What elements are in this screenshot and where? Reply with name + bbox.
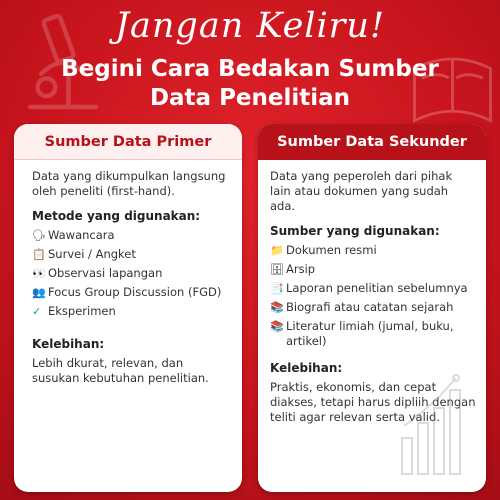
list-item (32, 304, 232, 319)
list-item-label: Focus Group Discussion (FGD) (48, 285, 222, 299)
primer-advantages-text: Lebih dkurat, relevan, dan susukan kebutuhan penelitian. (32, 356, 209, 385)
primer-card-body (14, 160, 242, 386)
archive-icon: 🗄 (270, 263, 284, 276)
main-title (0, 55, 500, 113)
check-mark-icon: ✓ (32, 305, 42, 318)
list-item-label: Biografi atau catatan sejarah (286, 300, 454, 314)
clipboard-icon: 📋 (32, 248, 46, 261)
primer-advantages-title: Kelebihan: (32, 337, 105, 351)
list-item-label: Observasi lapangan (48, 266, 163, 280)
sekunder-advantages-text: Praktis, ekonomis, dan cepat diakses, tetapi harus dipliih dengan teliti agar relevan serta valid. (270, 380, 476, 424)
list-item (32, 266, 232, 281)
books-icon: 📚 (270, 301, 284, 314)
people-icon: 👥 (32, 286, 46, 299)
list-item (32, 228, 232, 243)
list-item-label: Laporan penelitian sebelumnya (286, 281, 468, 295)
sekunder-card-title: Sumber Data Sekunder (258, 124, 486, 160)
books-icon: 📚 (270, 320, 284, 333)
list-item-label: Dokumen resmi (286, 243, 377, 257)
report-icon: 📑 (270, 282, 284, 295)
list-item-label: Arsip (286, 262, 316, 276)
list-item-label: Wawancara (48, 228, 115, 242)
title-line-2: Data Penelitian (149, 85, 351, 111)
sekunder-sources-list (270, 243, 476, 349)
list-item-label: Literatur limiah (jumal, buku, artikel) (286, 319, 454, 348)
bar-chart-icon (396, 368, 466, 478)
list-item (270, 243, 476, 258)
eyes-icon: 👀 (32, 267, 46, 280)
list-item (270, 262, 476, 277)
script-title: Jangan Keliru! (114, 6, 386, 46)
list-item (270, 281, 476, 296)
list-item-label: Survei / Angket (48, 247, 136, 261)
list-item (270, 319, 476, 349)
primer-methods-list (32, 228, 232, 319)
speaking-head-icon: 🗣 (32, 229, 46, 242)
list-item-label: Eksperimen (48, 304, 116, 318)
primer-card (14, 124, 242, 492)
sekunder-advantages-title: Kelebihan: (270, 361, 343, 375)
list-item (32, 285, 232, 300)
list-item (32, 247, 232, 262)
sekunder-sources-title: Sumber yang digunakan: (270, 224, 440, 238)
primer-description: Data yang dikumpulkan langsung oleh peneliti (first-hand). (32, 169, 226, 198)
sekunder-description: Data yang peperoleh dari pihak lain atau dokumen yang sudah ada. (270, 169, 453, 213)
sekunder-card (258, 124, 486, 492)
title-line-1: Begini Cara Bedakan Sumber (61, 56, 439, 82)
primer-methods-title: Metode yang digunakan: (32, 209, 201, 223)
list-item (270, 300, 476, 315)
primer-card-title: Sumber Data Primer (14, 124, 242, 160)
folder-icon: 📁 (270, 244, 284, 257)
